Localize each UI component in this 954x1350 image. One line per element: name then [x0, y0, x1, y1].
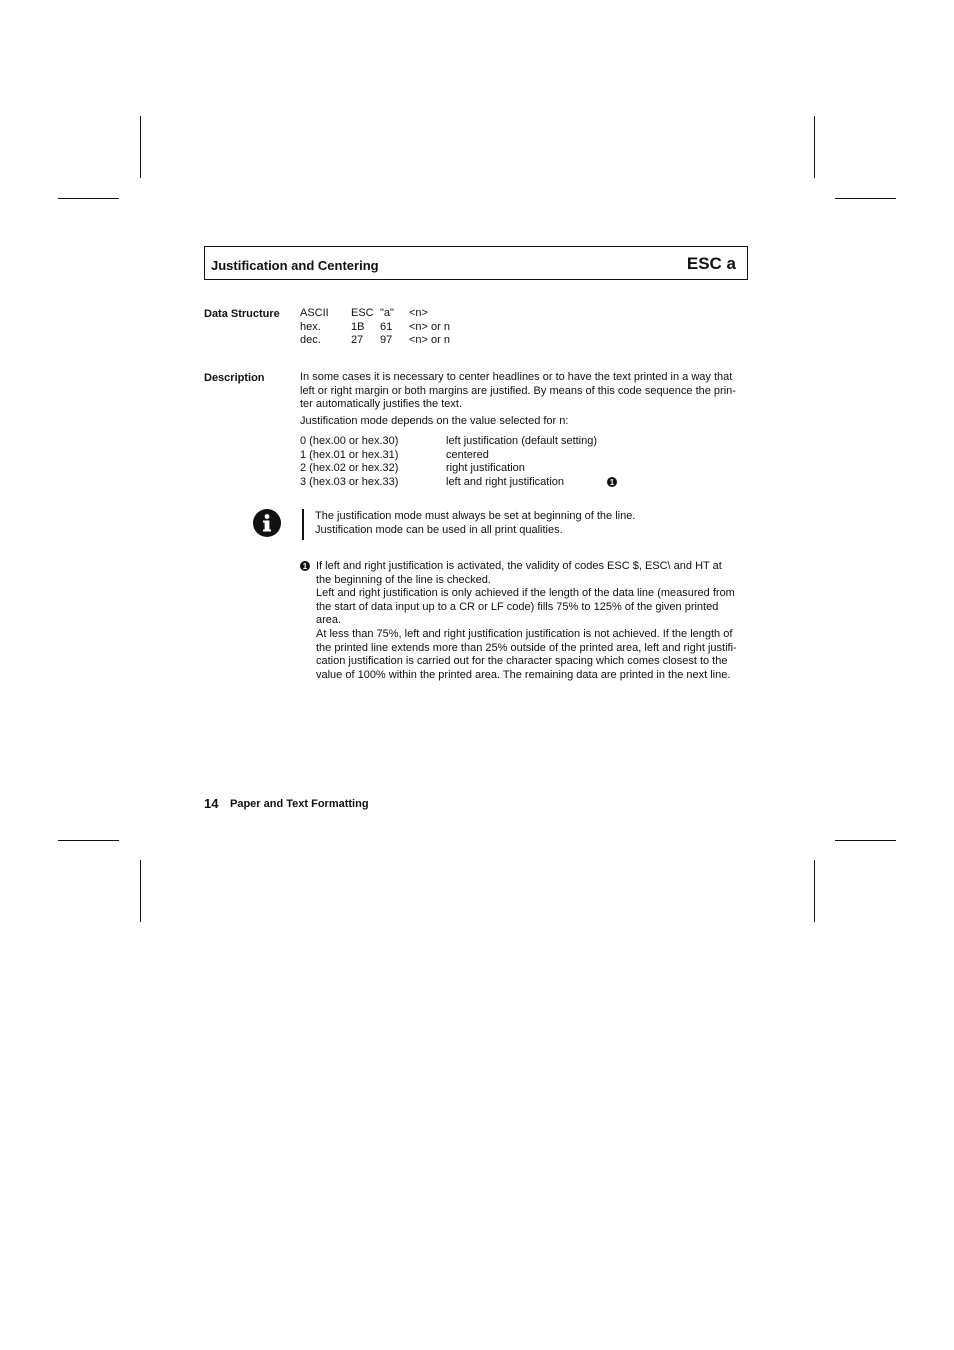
footnote-line: Left and right justification is only achieved if the length of the data line (measured from [316, 587, 735, 600]
crop-mark-bottom-right-horizontal [835, 840, 896, 841]
description-line: ter automatically justifies the text. [300, 398, 463, 411]
footnote-marker-number: 1 [302, 562, 308, 571]
ds-row-2-c3: <n> or n [409, 334, 450, 346]
footnote-marker-number: 1 [609, 478, 615, 487]
description-paragraph-2: Justification mode depends on the value selected for n: [300, 415, 569, 427]
ds-row-1-c3: <n> or n [409, 321, 450, 333]
crop-mark-top-right-vertical [814, 116, 815, 178]
page-number: 14 [204, 796, 219, 811]
data-structure-label: Data Structure [204, 308, 280, 320]
mode-meaning: left and right justification [446, 476, 565, 488]
footer-section-title: Paper and Text Formatting [230, 798, 369, 810]
mode-value: 3 (hex.03 or hex.33) [300, 476, 399, 488]
note-bar [302, 509, 304, 540]
footnote-line: At less than 75%, left and right justification justification is not achieved. If the length of [316, 628, 733, 640]
ds-row-0-kind: ASCII [300, 307, 329, 319]
footnote-line: If left and right justification is activated, the validity of codes ESC $, ESC\ and HT at [316, 560, 722, 572]
description-line: In some cases it is necessary to center headlines or to have the text printed in a way that [300, 371, 733, 383]
crop-mark-bottom-left-horizontal [58, 840, 119, 841]
footnote-marker-icon [607, 477, 617, 487]
footnote-line: the start of data input up to a CR or LF code) fills 75% to 125% of the given printed [316, 600, 719, 613]
mode-meaning: left justification (default setting) [446, 435, 598, 447]
mode-value: 2 (hex.02 or hex.32) [300, 462, 399, 474]
ds-row-0-c2: "a" [380, 307, 394, 319]
footnote-line: the beginning of the line is checked. [316, 573, 491, 586]
crop-mark-top-left-vertical [140, 116, 141, 178]
footnote-marker-icon [300, 561, 310, 571]
ds-row-0-c1: ESC [351, 307, 374, 319]
crop-mark-top-left-horizontal [58, 198, 119, 199]
command-code: ESC a [686, 254, 736, 273]
crop-mark-top-right-horizontal [835, 198, 896, 199]
section-title: Justification and Centering [211, 258, 379, 273]
crop-mark-bottom-right-vertical [814, 860, 815, 922]
ds-row-1-c2: 61 [380, 321, 393, 333]
footnote-line: value of 100% within the printed area. The remaining data are printed in the next line. [316, 668, 731, 681]
ds-row-2-kind: dec. [300, 334, 321, 346]
mode-value: 1 (hex.01 or hex.31) [300, 449, 399, 461]
ds-row-2-c2: 97 [380, 334, 393, 346]
mode-meaning: right justification [446, 462, 525, 474]
description-line: left or right margin or both margins are justified. By means of this code sequence the prin- [300, 384, 736, 397]
ds-row-1-c1: 1B [351, 321, 365, 333]
description-label: Description [204, 372, 265, 384]
footnote-line: the printed line extends more than 25% outside of the printed area, left and right justifi- [316, 641, 737, 654]
note-line: The justification mode must always be set at beginning of the line. [315, 510, 636, 522]
section-header [204, 246, 748, 280]
footnote-line: area. [316, 614, 342, 627]
ds-row-2-c1: 27 [351, 334, 364, 346]
note-line: Justification mode can be used in all print qualities. [315, 524, 563, 536]
ds-row-0-c3: <n> [409, 307, 428, 319]
info-icon [253, 509, 281, 537]
mode-value: 0 (hex.00 or hex.30) [300, 435, 399, 447]
ds-row-1-kind: hex. [300, 321, 321, 333]
mode-meaning: centered [446, 449, 489, 461]
footnote-line: cation justification is carried out for the character spacing which comes closest to the [316, 655, 728, 668]
crop-mark-bottom-left-vertical [140, 860, 141, 922]
